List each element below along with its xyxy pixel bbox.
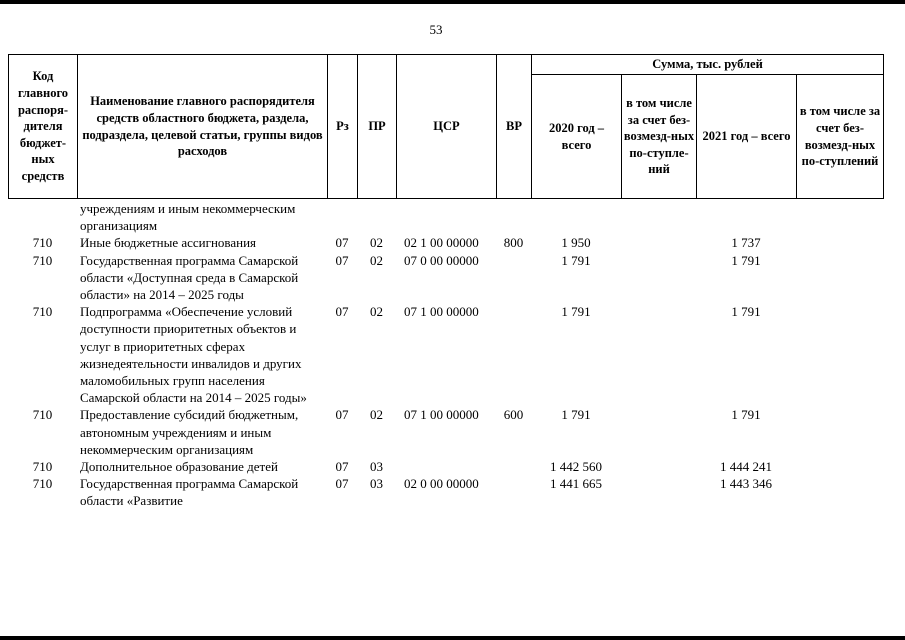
table-row bbox=[8, 234, 883, 251]
row-rz: 07 bbox=[335, 252, 349, 268]
row-name: Дополнительное образование детей bbox=[80, 459, 278, 475]
row-2021-total: 1 791 bbox=[731, 252, 761, 268]
row-pr: 02 bbox=[370, 252, 383, 268]
page-number: 53 bbox=[429, 22, 443, 37]
row-2020-incl bbox=[621, 252, 696, 304]
row-2020-incl bbox=[621, 234, 696, 251]
header-2020-incl: в том числе за счет без-возмезд-ных по-ступле-ний bbox=[622, 75, 697, 199]
row-pr: 03 bbox=[370, 476, 383, 492]
row-csr: 07 1 00 00000 bbox=[404, 304, 479, 320]
row-rz: 07 bbox=[335, 407, 349, 423]
row-vr bbox=[496, 475, 531, 509]
table-row bbox=[8, 303, 883, 406]
row-2021-incl bbox=[796, 234, 883, 251]
row-rz: 07 bbox=[335, 235, 349, 251]
header-2021-total: 2021 год – всего bbox=[697, 75, 797, 199]
row-name: учреждениям и иным некоммерческим организациям bbox=[80, 201, 296, 234]
row-name: Государственная программа Самарской области «Доступная среда в Самарской области» на 2014 – 2025 годы bbox=[80, 252, 299, 303]
row-2020-incl bbox=[621, 475, 696, 509]
row-csr: 07 0 00 00000 bbox=[404, 252, 479, 268]
row-2020-total: 1 441 665 bbox=[550, 476, 602, 492]
row-2021-incl bbox=[796, 458, 883, 475]
row-2020-total: 1 791 bbox=[561, 252, 591, 268]
row-code: 710 bbox=[32, 252, 53, 268]
row-code: 710 bbox=[32, 459, 53, 475]
row-name: Предоставление субсидий бюджетным, автономным учреждениям и иным некоммерческим организациям bbox=[80, 407, 299, 457]
row-csr: 07 1 00 00000 bbox=[404, 407, 479, 423]
row-2020-total bbox=[531, 200, 621, 234]
row-code: 710 bbox=[32, 304, 53, 320]
row-vr bbox=[496, 458, 531, 475]
row-pr: 02 bbox=[370, 235, 383, 251]
row-2021-total bbox=[696, 200, 796, 234]
row-2021-total: 1 444 241 bbox=[720, 459, 772, 475]
row-rz: 07 bbox=[335, 304, 349, 320]
row-pr: 03 bbox=[370, 459, 383, 475]
header-rz: Рз bbox=[328, 55, 358, 199]
row-2021-total: 1 737 bbox=[731, 235, 761, 251]
row-code: 710 bbox=[32, 407, 53, 423]
header-sum: Сумма, тыс. рублей bbox=[532, 55, 884, 75]
row-pr: 02 bbox=[370, 304, 383, 320]
table-row bbox=[8, 458, 883, 475]
row-csr bbox=[396, 200, 496, 234]
row-code: 710 bbox=[32, 476, 53, 492]
row-2021-incl bbox=[796, 475, 883, 509]
row-2021-incl bbox=[796, 303, 883, 406]
row-pr bbox=[357, 200, 396, 234]
row-csr bbox=[396, 458, 496, 475]
row-pr: 02 bbox=[370, 407, 383, 423]
row-csr: 02 0 00 00000 bbox=[404, 476, 479, 492]
row-vr: 600 bbox=[503, 407, 524, 423]
row-2020-incl bbox=[621, 406, 696, 458]
table-row bbox=[8, 252, 883, 304]
table-header bbox=[8, 54, 884, 199]
header-2020-total: 2020 год – всего bbox=[532, 75, 622, 199]
row-vr bbox=[496, 303, 531, 406]
bottom-border bbox=[0, 636, 905, 640]
row-2020-total: 1 442 560 bbox=[550, 459, 602, 475]
table-row bbox=[8, 200, 883, 234]
row-vr bbox=[496, 252, 531, 304]
row-2021-incl bbox=[796, 252, 883, 304]
row-2020-incl bbox=[621, 303, 696, 406]
table-body bbox=[8, 200, 883, 510]
row-2020-incl bbox=[621, 200, 696, 234]
table-row bbox=[8, 406, 883, 458]
row-code: 710 bbox=[32, 235, 53, 251]
row-name: Иные бюджетные ассигнования bbox=[80, 235, 257, 251]
top-border bbox=[0, 0, 905, 4]
row-2021-total: 1 443 346 bbox=[720, 476, 772, 492]
row-name: Государственная программа Самарской области «Развитие bbox=[80, 476, 299, 509]
row-2021-total: 1 791 bbox=[731, 304, 761, 320]
row-vr: 800 bbox=[503, 235, 524, 251]
table-row bbox=[8, 475, 883, 509]
header-name: Наименование главного распорядителя средств областного бюджета, раздела, подраздела, целевой статьи, группы видов расходов bbox=[78, 55, 328, 199]
header-pr: ПР bbox=[358, 55, 397, 199]
row-rz bbox=[327, 200, 357, 234]
row-2020-total: 1 791 bbox=[561, 304, 591, 320]
row-csr: 02 1 00 00000 bbox=[404, 235, 479, 251]
row-2020-total: 1 791 bbox=[561, 407, 591, 423]
row-2021-incl bbox=[796, 200, 883, 234]
header-csr: ЦСР bbox=[397, 55, 497, 199]
row-name: Подпрограмма «Обеспечение условий доступности приоритетных объектов и услуг в приоритетных сферах жизнедеятельности инвалидов и других маломобильных групп населения Самарской области на 2014 – 2025 годы» bbox=[80, 304, 307, 406]
row-rz: 07 bbox=[335, 476, 349, 492]
row-code bbox=[8, 200, 77, 234]
row-vr bbox=[496, 200, 531, 234]
row-2021-total: 1 791 bbox=[731, 407, 761, 423]
header-vr: ВР bbox=[497, 55, 532, 199]
header-code: Код главного распоря-дителя бюджет-ных средств bbox=[9, 55, 78, 199]
row-2020-incl bbox=[621, 458, 696, 475]
row-2021-incl bbox=[796, 406, 883, 458]
row-2020-total: 1 950 bbox=[561, 235, 591, 251]
row-rz: 07 bbox=[335, 459, 349, 475]
header-2021-incl: в том числе за счет без-возмезд-ных по-ступлений bbox=[797, 75, 884, 199]
